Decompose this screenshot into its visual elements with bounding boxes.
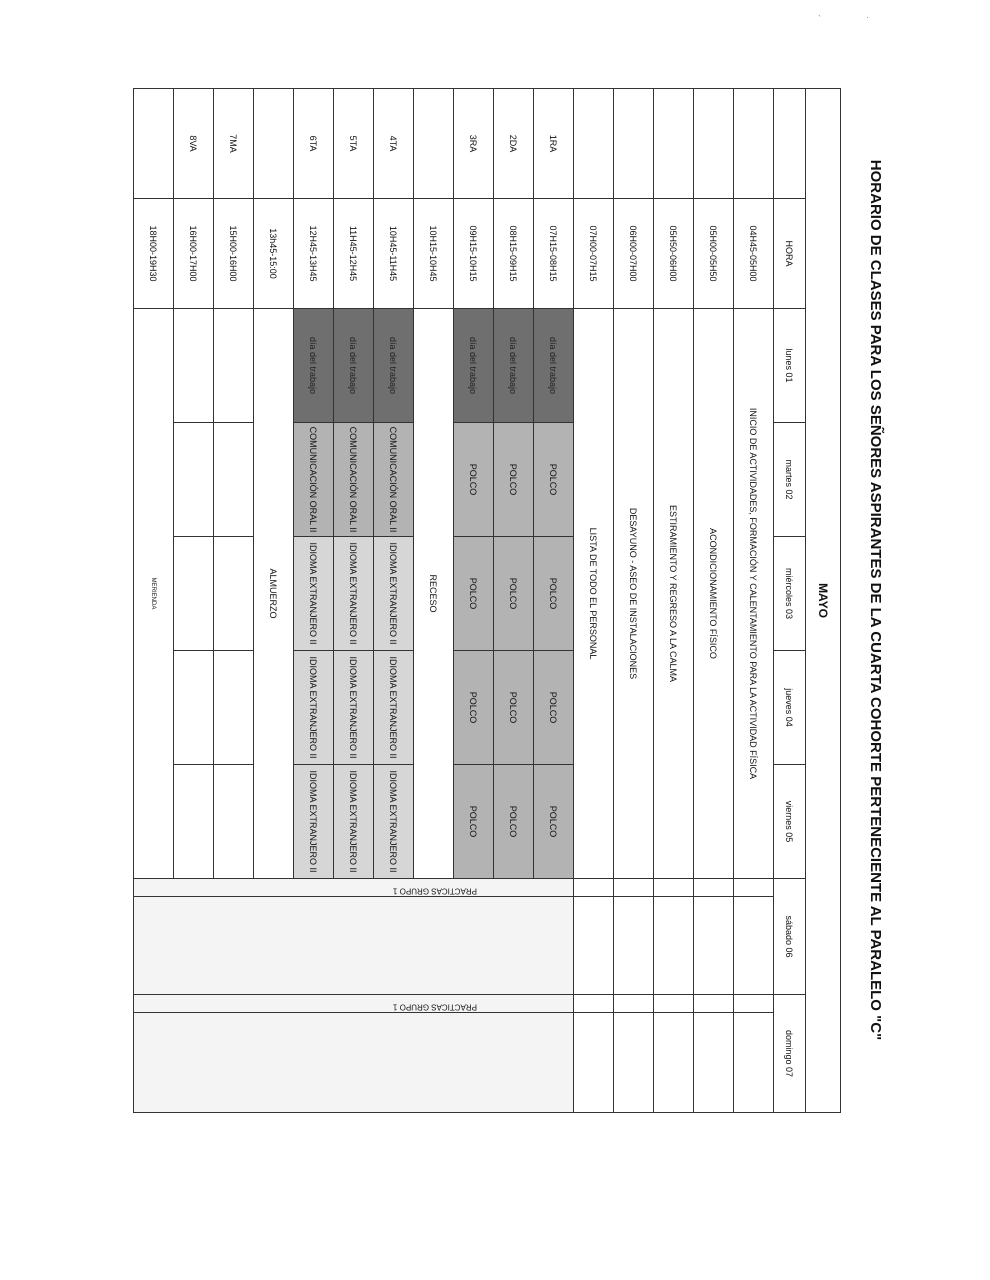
period-cell: 4TA: [374, 89, 414, 199]
class-cell: POLCO: [494, 651, 534, 765]
class-cell: IDIOMA EXTRANJERO II: [374, 765, 414, 879]
period-cell: 5TA: [334, 89, 374, 199]
time-cell: 09H15-10H15: [454, 199, 494, 309]
class-cell: IDIOMA EXTRANJERO II: [334, 651, 374, 765]
period-cell: 2DA: [494, 89, 534, 199]
day-header: lunes 01: [774, 309, 806, 423]
day-header: martes 02: [774, 423, 806, 537]
activity-cell: DESAYUNO - ASEO DE INSTALACIONES: [614, 309, 654, 879]
practicas-sat: PRACTICAS GRUPO 1: [393, 886, 478, 896]
lunch-cell: ALMUERZO: [254, 309, 294, 879]
scan-mark: `: [818, 14, 821, 24]
time-cell: 08H15-09H15: [494, 199, 534, 309]
table-row: [654, 89, 694, 1113]
practicas-sun: PRACTICAS GRUPO 1: [393, 1002, 478, 1012]
activity-cell: ESTIRAMIENTO Y REGRESO A LA CALMA: [654, 309, 694, 879]
time-cell: 16H00-17H00: [174, 199, 214, 309]
time-cell: 04H45-05H00: [734, 199, 774, 309]
table-row: [574, 89, 614, 1113]
day-header: jueves 04: [774, 651, 806, 765]
time-cell: 18H00-19H30: [134, 199, 174, 309]
class-cell: IDIOMA EXTRANJERO II: [294, 651, 334, 765]
period-cell: 7MA: [214, 89, 254, 199]
class-cell: POLCO: [534, 651, 574, 765]
class-cell: IDIOMA EXTRANJERO II: [294, 765, 334, 879]
schedule-table: [133, 88, 841, 1113]
activity-cell: INICIO DE ACTIVIDADES, FORMACIÓN Y CALENTAMIENTO PARA LA ACTIVIDAD FÍSICA: [734, 309, 774, 879]
period-cell: 8VA: [174, 89, 214, 199]
schedule-sheet: [133, 88, 884, 1112]
time-cell: 05H00-05H50: [694, 199, 734, 309]
time-cell: 12H45-13H45: [294, 199, 334, 309]
time-cell: 07H00-07H15: [574, 199, 614, 309]
table-row: [534, 89, 574, 1113]
hora-header: HORA: [774, 199, 806, 309]
class-cell: IDIOMA EXTRANJERO II: [334, 537, 374, 651]
class-cell: POLCO: [534, 537, 574, 651]
scan-mark: ·: [866, 12, 869, 22]
header-row: [774, 89, 806, 1113]
time-cell: 06H00-07H00: [614, 199, 654, 309]
day-header: viernes 05: [774, 765, 806, 879]
class-cell: POLCO: [534, 423, 574, 537]
table-row: [614, 89, 654, 1113]
day-header: miércoles 03: [774, 537, 806, 651]
class-cell: día del trabajo: [334, 309, 374, 423]
class-cell: POLCO: [454, 651, 494, 765]
break-cell: RECESO: [414, 309, 454, 879]
weekend-label-sat: [285, 882, 585, 900]
class-cell: POLCO: [534, 765, 574, 879]
class-cell: POLCO: [494, 765, 534, 879]
rotated-schedule: [133, 88, 884, 1112]
class-cell: día del trabajo: [374, 309, 414, 423]
day-header: domingo 07: [774, 995, 806, 1113]
class-cell: POLCO: [494, 537, 534, 651]
class-cell: IDIOMA EXTRANJERO II: [374, 651, 414, 765]
class-cell: día del trabajo: [294, 309, 334, 423]
time-cell: 15H00-16H00: [214, 199, 254, 309]
activity-cell: ACONDICIONAMIENTO FÍSICO: [694, 309, 734, 879]
time-cell: 13h45-15:00: [254, 199, 294, 309]
class-cell: COMUNICACIÓN ORAL II: [374, 423, 414, 537]
table-row: [734, 89, 774, 1113]
time-cell: 10H15-10H45: [414, 199, 454, 309]
time-cell: 05H50-06H00: [654, 199, 694, 309]
class-cell: IDIOMA EXTRANJERO II: [294, 537, 334, 651]
period-cell: 1RA: [534, 89, 574, 199]
time-cell: 07H15-08H15: [534, 199, 574, 309]
class-cell: día del trabajo: [494, 309, 534, 423]
class-cell: POLCO: [454, 537, 494, 651]
weekend-label-sun: [285, 998, 585, 1016]
period-cell: 3RA: [454, 89, 494, 199]
time-cell: 10H45-11H45: [374, 199, 414, 309]
period-cell: 6TA: [294, 89, 334, 199]
class-cell: COMUNICACIÓN ORAL II: [334, 423, 374, 537]
class-cell: día del trabajo: [534, 309, 574, 423]
table-row: [694, 89, 734, 1113]
page-title: HORARIO DE CLASES PARA LOS SEÑORES ASPIRANTES DE LA CUARTA COHORTE PERTENECIENTE AL PARALELO "C": [867, 159, 884, 1041]
period-header: [774, 89, 806, 199]
class-cell: COMUNICACIÓN ORAL II: [294, 423, 334, 537]
class-cell: POLCO: [454, 423, 494, 537]
class-cell: día del trabajo: [454, 309, 494, 423]
day-header: sábado 06: [774, 879, 806, 995]
class-cell: IDIOMA EXTRANJERO II: [374, 537, 414, 651]
class-cell: POLCO: [494, 423, 534, 537]
class-cell: POLCO: [454, 765, 494, 879]
time-cell: 11H45-12H45: [334, 199, 374, 309]
month-title: MAYO: [806, 89, 841, 1113]
snack-cell: MERIENDA: [134, 309, 174, 879]
activity-cell: LISTA DE TODO EL PERSONAL: [574, 309, 614, 879]
class-cell: IDIOMA EXTRANJERO II: [334, 765, 374, 879]
